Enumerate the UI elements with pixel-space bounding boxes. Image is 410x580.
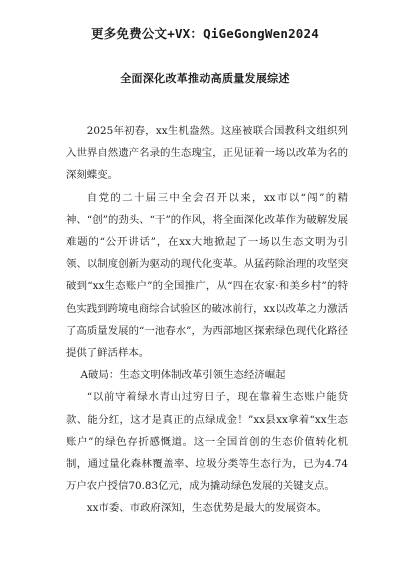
section-heading: A破局：生态文明体制改革引领生态经济崛起: [80, 369, 286, 382]
paragraph-eco-account: “以前守着绿水青山过穷日子，现在靠着生态账户能贷款、能分红，这才是真正的点绿成金！”xx县xx拿着“xx生态账户”的绿色存折感慨道。这一全国首创的生态价值转化机制，通过量化森林覆盖率、垃圾分类等生态行为，已为4.74万户农户授信70.83亿元，成为撬动绿色发展的关键支点。: [66, 391, 348, 493]
paragraph-reform: 自党的二十届三中全会召开以来，xx市以“闯”的精神、“创”的劲头、“干”的作风，将全面深化改革作为破解发展难题的“公开讲话”，在xx大地掀起了一场以生态文明为引领、以制度创新为驱动的现代化变革。从猛药除治理的攻坚突破到“xx生态账户”的全国推广，从“四在农家·和美乡村”的特色实践到跨境电商综合试验区的破冰前行，xx以改革之力激活了高质量发展的“一池春水”，为西部地区探索绿色现代化路径提供了鲜活样本。: [66, 191, 348, 360]
document-title: 全面深化改革推动高质量发展综述: [120, 72, 290, 85]
paragraph-municipal: xx市委、市政府深知，生态优势是最大的发展资本。: [86, 502, 328, 515]
document-header: 更多免费公文+VX：QiGeGongWen2024: [91, 26, 319, 41]
paragraph-intro: 2025年初春，xx生机盎然。这座被联合国教科文组织列入世界自然遗产名录的生态瑰宝，正见证着一场以改革为名的深刻蝶变。: [66, 125, 348, 182]
document-body: [66, 120, 348, 520]
